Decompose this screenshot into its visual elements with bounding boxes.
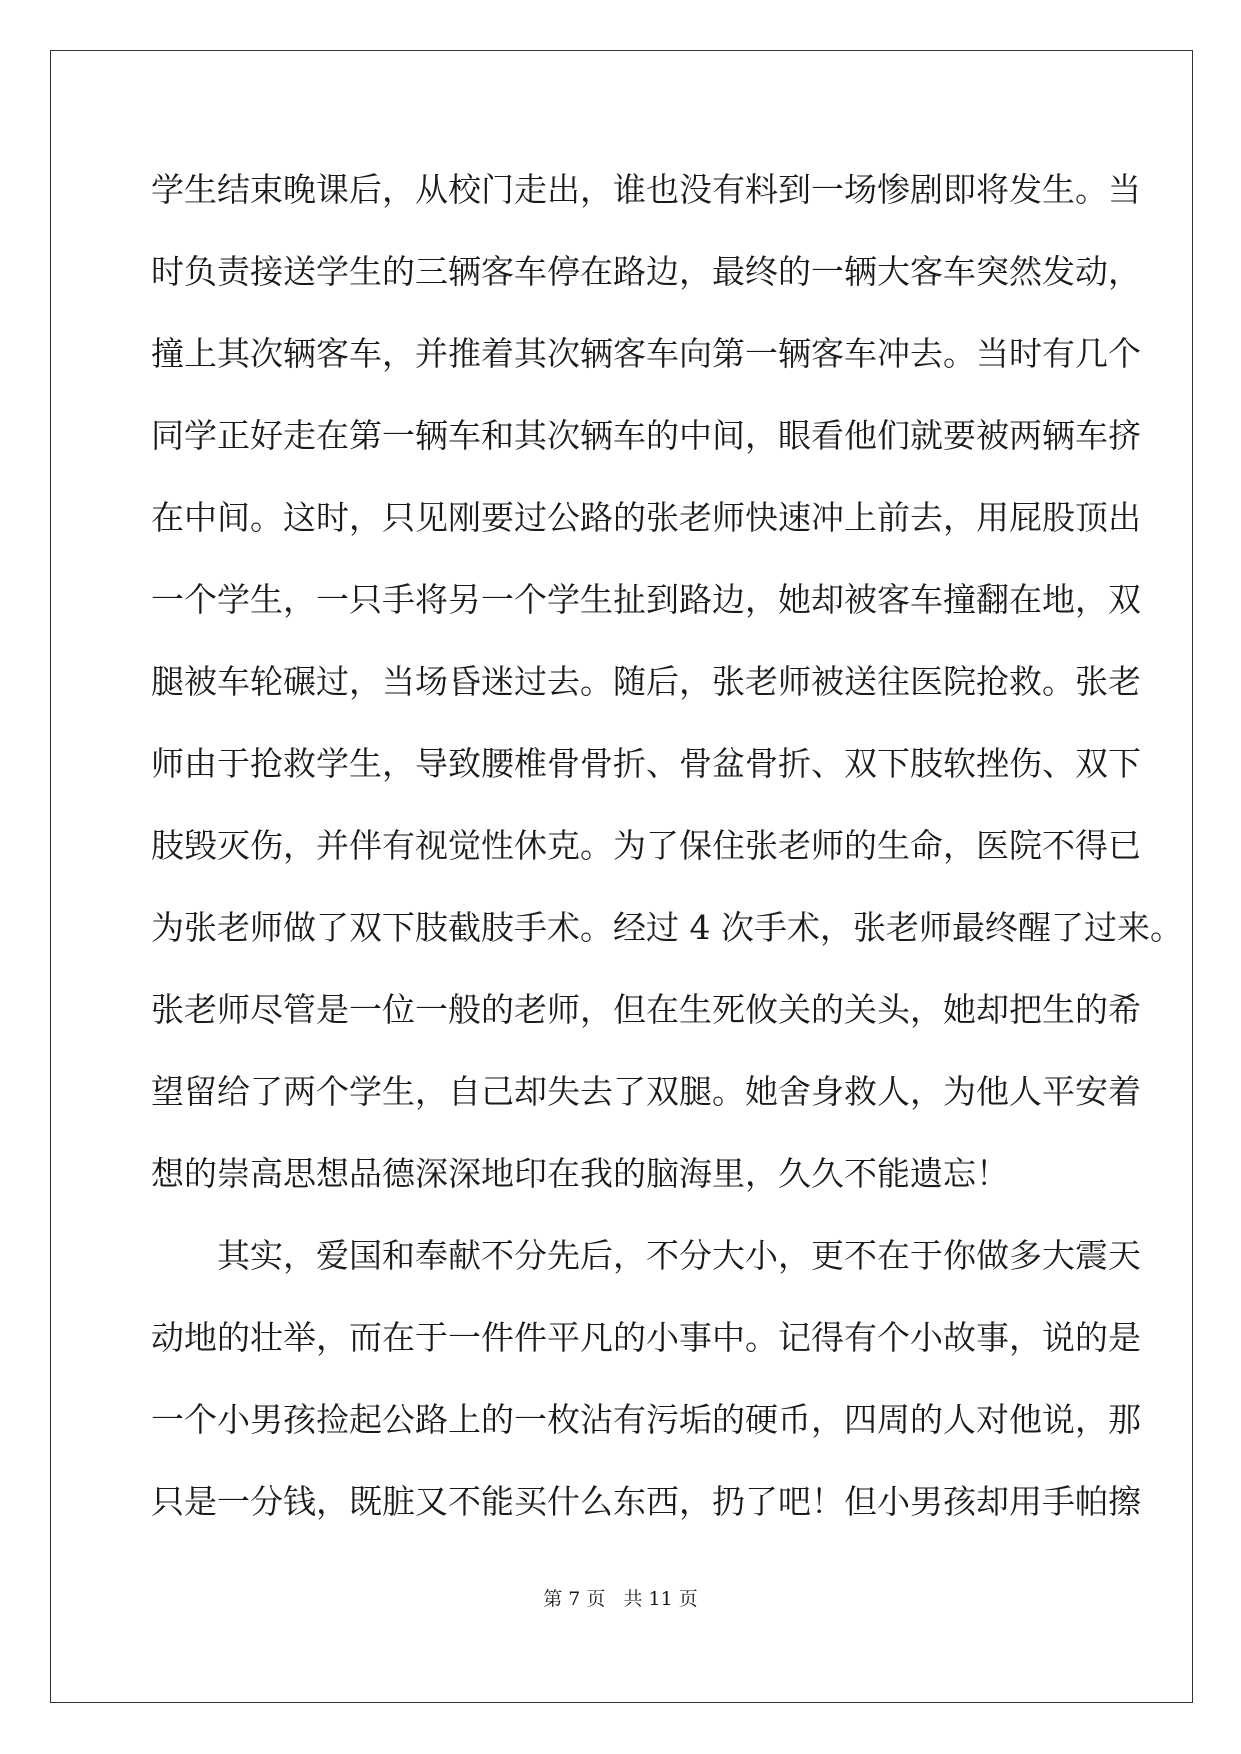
text-line: 只是一分钱，既脏又不能买什么东西，扔了吧！但小男孩却用手帕擦 <box>151 1482 1141 1521</box>
text-line: 张老师尽管是一位一般的老师，但在生死攸关的关头，她却把生的希 <box>151 990 1141 1029</box>
text-line: 同学正好走在第一辆车和其次辆车的中间，眼看他们就要被两辆车挤 <box>151 416 1141 455</box>
text-line: 师由于抢救学生，导致腰椎骨骨折、骨盆骨折、双下肢软挫伤、双下 <box>151 744 1141 783</box>
document-body <box>151 162 1183 1556</box>
page-total: 共 11 页 <box>623 1588 698 1610</box>
text-line: 学生结束晚课后，从校门走出，谁也没有料到一场惨剧即将发生。当 <box>151 170 1141 209</box>
text-line: 一个小男孩捡起公路上的一枚沾有污垢的硬币，四周的人对他说，那 <box>151 1400 1141 1439</box>
text-line: 一个学生，一只手将另一个学生扯到路边，她却被客车撞翻在地，双 <box>151 580 1141 619</box>
text-line: 腿被车轮碾过，当场昏迷过去。随后，张老师被送往医院抢救。张老 <box>151 662 1141 701</box>
text-line: 为张老师做了双下肢截肢手术。经过 4 次手术，张老师最终醒了过来。 <box>151 908 1183 947</box>
text-line: 望留给了两个学生，自己却失去了双腿。她舍身救人，为他人平安着 <box>151 1072 1141 1111</box>
text-line: 其实，爱国和奉献不分先后，不分大小，更不在于你做多大震天 <box>217 1236 1141 1275</box>
text-line: 动地的壮举，而在于一件件平凡的小事中。记得有个小故事，说的是 <box>151 1318 1141 1357</box>
text-line: 想的崇高思想品德深深地印在我的脑海里，久久不能遗忘！ <box>151 1154 1009 1193</box>
text-line: 在中间。这时，只见刚要过公路的张老师快速冲上前去，用屁股顶出 <box>151 498 1141 537</box>
page-number: 第 7 页 <box>543 1588 606 1610</box>
text-line: 肢毁灭伤，并伴有视觉性休克。为了保住张老师的生命，医院不得已 <box>151 826 1141 865</box>
text-line: 撞上其次辆客车，并推着其次辆客车向第一辆客车冲去。当时有几个 <box>151 334 1141 373</box>
page-footer <box>0 1584 1241 1611</box>
text-line: 时负责接送学生的三辆客车停在路边，最终的一辆大客车突然发动， <box>151 252 1141 291</box>
